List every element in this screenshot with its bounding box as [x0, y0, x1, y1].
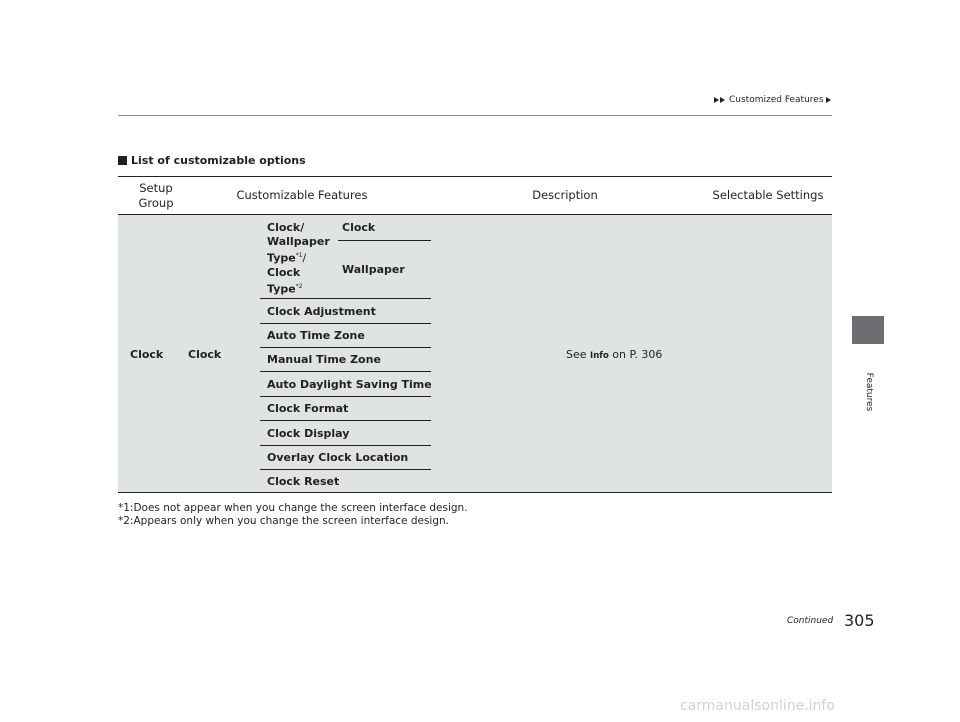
page-reference: on P. 306 [612, 348, 663, 361]
header-divider [118, 115, 832, 116]
description-cell [566, 348, 662, 361]
header-setup-group: Setup Group [138, 181, 174, 210]
info-reference: Info [590, 351, 609, 361]
row-divider [338, 240, 431, 241]
header-customizable-features: Customizable Features [236, 188, 368, 202]
group-cell: Clock [130, 348, 164, 361]
feature-item: Clock Display [267, 427, 350, 440]
feature-item: Clock Adjustment [267, 305, 376, 318]
sub-item: Wallpaper [342, 263, 405, 276]
feature-item: Auto Time Zone [267, 329, 365, 342]
section-title [118, 154, 306, 167]
clock-type-text: Clock Type [267, 265, 301, 296]
feature-item: Overlay Clock Location [267, 451, 409, 464]
row-divider [260, 420, 431, 421]
slash-separator: / [302, 251, 307, 265]
row-divider [260, 469, 431, 470]
wallpaper-type-text: Clock/ Wallpaper Type [267, 221, 330, 265]
table-body [118, 214, 832, 493]
side-tab-marker [852, 316, 884, 344]
page-number: 305 [844, 611, 875, 630]
footnote: *2:Appears only when you change the screen interface design. [118, 515, 450, 527]
breadcrumb [714, 93, 832, 107]
table-top-rule [118, 176, 832, 177]
row-divider [260, 445, 431, 446]
see-text: See [566, 348, 587, 361]
row-divider [260, 396, 431, 397]
header-description: Description [532, 188, 598, 202]
feature-item: Clock Format [267, 402, 349, 415]
triangle-arrow-icon [720, 97, 725, 103]
square-bullet-icon [118, 156, 127, 165]
footnote-ref: *1 [295, 252, 303, 259]
sub-item: Clock [342, 221, 376, 234]
row-divider [260, 298, 431, 299]
side-tab-label: Features [864, 372, 874, 412]
feature-item: Clock Reset [267, 475, 340, 488]
triangle-arrow-icon [714, 97, 719, 103]
wallpaper-type-cell [267, 221, 339, 296]
section-title-text: List of customizable options [131, 154, 306, 167]
category-cell: Clock [188, 348, 222, 361]
row-divider [260, 371, 431, 372]
row-divider [260, 347, 431, 348]
feature-item: Auto Daylight Saving Time [267, 378, 432, 391]
footnote: *1:Does not appear when you change the screen interface design. [118, 502, 468, 514]
triangle-arrow-icon [826, 97, 831, 103]
row-divider [260, 323, 431, 324]
continued-label: Continued [787, 616, 834, 626]
breadcrumb-text: Customized Features [729, 95, 824, 105]
header-selectable-settings: Selectable Settings [712, 188, 824, 202]
footnote-ref: *2 [295, 282, 303, 290]
feature-item: Manual Time Zone [267, 353, 381, 366]
watermark: carmanualsonline.info [680, 698, 835, 714]
